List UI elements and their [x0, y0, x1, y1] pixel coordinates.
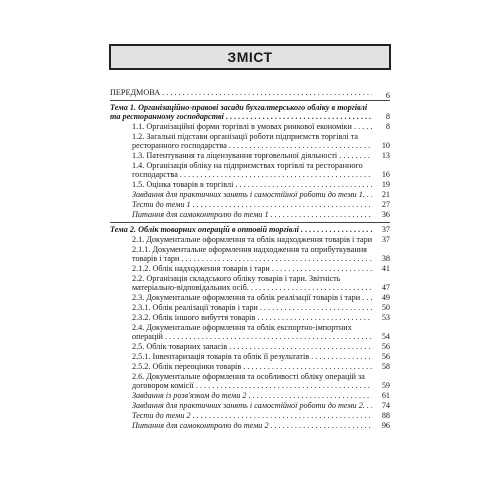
- toc-entry[interactable]: [110, 411, 390, 420]
- toc-entry[interactable]: [110, 401, 390, 410]
- toc-entry[interactable]: [110, 372, 390, 390]
- toc-entry-page: 50: [372, 303, 390, 312]
- toc-entry[interactable]: [110, 342, 390, 351]
- toc-entry-text: 2.1.1. Документальне оформлення надходження та оприбуткування товарів і тари . . .: [132, 245, 372, 263]
- toc-entry-page: 49: [372, 293, 390, 302]
- toc-entry-text: Питання для самоконтролю до теми 2 . . .: [132, 421, 371, 430]
- toc-entry[interactable]: [110, 103, 390, 121]
- toc-entry[interactable]: [110, 200, 390, 209]
- toc-entry-page: 38: [372, 254, 390, 263]
- toc-entry[interactable]: [110, 313, 390, 322]
- toc-entry-page: 59: [372, 381, 390, 390]
- toc-entry[interactable]: [110, 274, 390, 292]
- toc-entry-page: 37: [372, 225, 390, 234]
- toc-entry-text: 2.3.1. Облік реалізації товарів і тари . . .: [132, 303, 372, 312]
- toc-entry-text: 2.1.2. Облік надходження товарів і тари . . .: [132, 264, 372, 273]
- toc-entry[interactable]: [110, 362, 390, 371]
- toc-entry-page: 41: [372, 264, 390, 273]
- toc-entry[interactable]: [110, 303, 390, 312]
- toc-entry-page: 19: [372, 180, 390, 189]
- toc-entry-text: 2.3. Документальне оформлення та облік реалізації товарів і тари . . .: [132, 293, 372, 302]
- toc-entry-page: 88: [372, 411, 390, 420]
- toc-entry-text: 1.5. Оцінка товарів в торгівлі . . .: [132, 180, 373, 189]
- toc-entry-page: 47: [372, 283, 390, 292]
- toc-entry[interactable]: [110, 323, 390, 341]
- toc-entry[interactable]: [110, 161, 390, 179]
- toc-entry[interactable]: [110, 210, 390, 219]
- toc-entry-text: 2.2. Організація складського обліку товарів і тари. Звітність матеріально-відповідальних осіб. . . .: [132, 274, 372, 292]
- toc-entry-text: Тести до теми 1 . . .: [132, 200, 371, 209]
- toc-entry-page: 16: [372, 170, 390, 179]
- toc-entry-page: 96: [372, 421, 390, 430]
- toc-list: [110, 88, 390, 431]
- toc-entry-page: 37: [372, 235, 390, 244]
- toc-entry-page: 61: [372, 391, 390, 400]
- toc-entry-text: 2.5.1. Інвентаризація товарів та облік її результатів . . .: [132, 352, 371, 361]
- toc-entry-page: 27: [372, 200, 390, 209]
- toc-entry[interactable]: [110, 88, 390, 101]
- toc-entry-page: 54: [372, 332, 390, 341]
- toc-entry-text: 2.4. Документальне оформлення та облік експортно-імпортних операцій . . .: [132, 323, 372, 341]
- toc-entry-text: Завдання із розв'язком до теми 2 . . .: [132, 391, 373, 400]
- toc-title: ЗМІСТ: [227, 49, 273, 65]
- toc-entry-text: 2.3.2. Облік іншого вибуття товарів . . .: [132, 313, 371, 322]
- toc-entry[interactable]: [110, 293, 390, 302]
- toc-entry[interactable]: [110, 421, 390, 430]
- toc-entry[interactable]: [110, 264, 390, 273]
- toc-entry-page: 8: [372, 122, 390, 131]
- toc-entry-page: 13: [372, 151, 390, 160]
- toc-entry-text: ПЕРЕДМОВА . . .: [110, 88, 373, 101]
- toc-entry[interactable]: [110, 235, 390, 244]
- toc-entry[interactable]: [110, 151, 390, 160]
- toc-entry-text: 1.3. Патентування та ліцензування торговельної діяльності . . .: [132, 151, 371, 160]
- toc-entry[interactable]: [110, 180, 390, 189]
- toc-entry-text: 1.4. Організація обліку на підприємствах торгівлі та ресторанного господарства . . .: [132, 161, 370, 179]
- toc-entry-page: 74: [372, 401, 390, 410]
- toc-entry-text: 2.6. Документальне оформлення та особливості обліку операцій за договором комісії . . .: [132, 372, 374, 390]
- toc-title-box: [109, 44, 391, 70]
- toc-entry-page: 56: [372, 342, 390, 351]
- toc-entry-page: 21: [372, 190, 390, 199]
- toc-entry-page: 36: [372, 210, 390, 219]
- toc-entry-text: Питання для самоконтролю до теми 1 . . .: [132, 210, 371, 219]
- toc-entry[interactable]: [110, 122, 390, 131]
- toc-entry-page: 56: [372, 352, 390, 361]
- toc-entry[interactable]: [110, 391, 390, 400]
- toc-entry-page: 58: [372, 362, 390, 371]
- toc-entry[interactable]: [110, 352, 390, 361]
- toc-entry-text: 1.1. Організаційні форми торгівлі в умовах ринкової економіки . . .: [132, 122, 372, 131]
- toc-entry-text: Завдання для практичних занять і самостійної роботи до теми 2. . . .: [132, 401, 373, 410]
- toc-entry-text: 1.2. Загальні підстави організації роботи підприємств торгівлі та ресторанного господарства . . .: [132, 132, 371, 150]
- toc-entry-text: Тема 1. Організаційно-правові засади бухгалтерського обліку в торгівлі та ресторанному господарстві . . .: [110, 103, 371, 121]
- toc-entry-page: 10: [372, 141, 390, 150]
- toc-entry-page: 8: [372, 112, 390, 121]
- toc-entry-page: 6: [372, 91, 390, 100]
- toc-entry-text: Завдання для практичних занять і самостійної роботи до теми 1. . . .: [132, 190, 373, 199]
- toc-entry-text: Тести до теми 2 . . .: [132, 411, 371, 420]
- toc-entry[interactable]: [110, 222, 390, 234]
- toc-entry[interactable]: [110, 190, 390, 199]
- toc-entry[interactable]: [110, 132, 390, 150]
- toc-entry-text: 2.5.2. Облік переоцінки товарів . . .: [132, 362, 372, 371]
- toc-entry-text: 2.5. Облік товарних запасів . . .: [132, 342, 371, 351]
- toc-entry-text: Тема 2. Облік товарних операцій в оптовій торгівлі . . .: [110, 225, 373, 234]
- toc-entry-page: 53: [372, 313, 390, 322]
- toc-entry-text: 2.1. Документальне оформлення та облік надходження товарів і тари . . .: [132, 235, 372, 244]
- toc-entry[interactable]: [110, 245, 390, 263]
